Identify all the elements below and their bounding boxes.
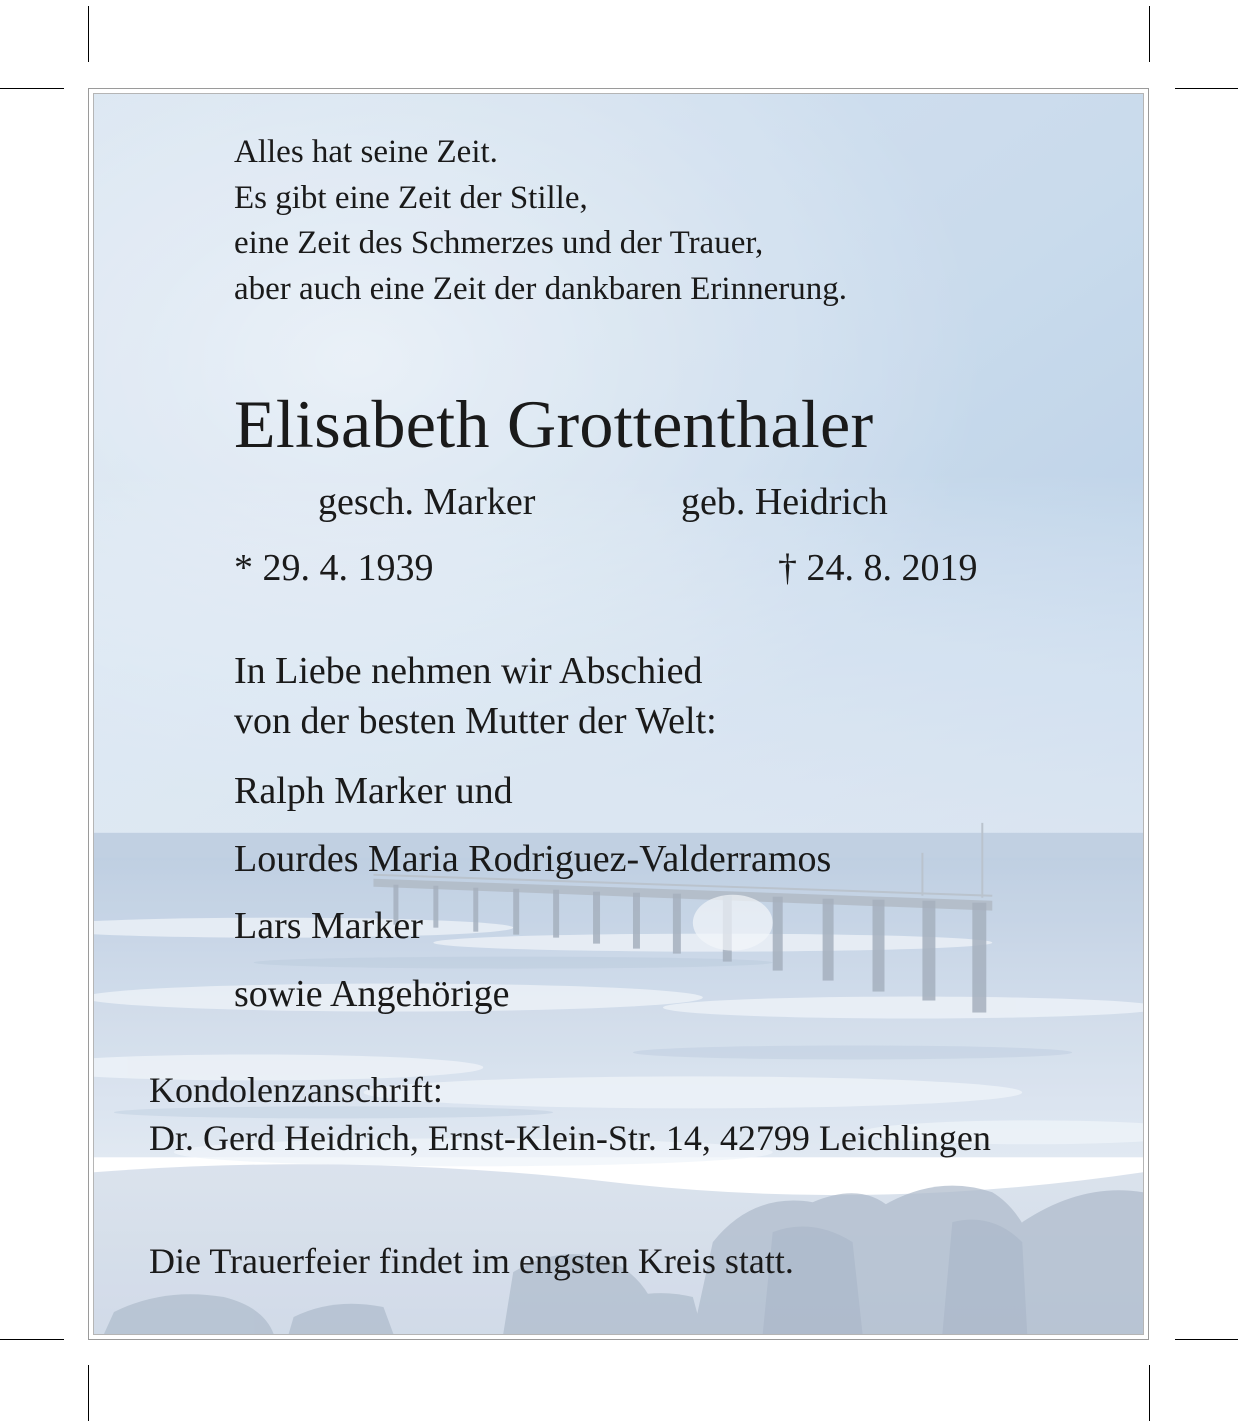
crop-mark-right-bottom bbox=[1175, 1339, 1238, 1340]
divorced-name: gesch. Marker bbox=[318, 481, 536, 523]
farewell-text bbox=[234, 646, 717, 746]
crop-mark-bottom-right bbox=[1149, 1365, 1150, 1421]
death-date: † 24. 8. 2019 bbox=[778, 547, 978, 589]
crop-mark-bottom-left bbox=[88, 1365, 89, 1421]
crop-mark-left-top bbox=[0, 88, 64, 89]
mourners-list bbox=[234, 758, 831, 1028]
verse-line: eine Zeit des Schmerzes und der Trauer, bbox=[234, 225, 764, 261]
verse-line: aber auch eine Zeit der dankbaren Erinnerung. bbox=[234, 270, 847, 307]
farewell-line: von der besten Mutter der Welt: bbox=[234, 700, 717, 742]
ceremony-note: Die Trauerfeier findet im engsten Kreis statt. bbox=[149, 1241, 794, 1281]
verse-line: Es gibt eine Zeit der Stille, bbox=[234, 179, 588, 216]
mourner: sowie Angehörige bbox=[234, 972, 510, 1015]
crop-mark-top-right bbox=[1149, 6, 1150, 62]
mourner: Lourdes Maria Rodriguez-Valderramos bbox=[234, 837, 832, 880]
farewell-line: In Liebe nehmen wir Abschied bbox=[234, 650, 703, 692]
verse-line: Alles hat seine Zeit. bbox=[234, 134, 498, 170]
verse bbox=[234, 130, 847, 312]
condolence-label: Kondolenzanschrift: bbox=[149, 1070, 443, 1110]
birth-name: geb. Heidrich bbox=[681, 481, 888, 523]
crop-mark-left-bottom bbox=[0, 1339, 64, 1340]
obituary-panel bbox=[93, 93, 1144, 1335]
birth-date: * 29. 4. 1939 bbox=[234, 547, 434, 589]
crop-mark-right-top bbox=[1175, 88, 1238, 89]
obituary-frame bbox=[88, 88, 1149, 1340]
deceased-name: Elisabeth Grottenthaler bbox=[234, 386, 874, 462]
crop-mark-top-left bbox=[88, 6, 89, 62]
mourner: Ralph Marker und bbox=[234, 770, 513, 812]
condolence-address: Dr. Gerd Heidrich, Ernst-Klein-Str. 14, 42799 Leichlingen bbox=[149, 1118, 991, 1158]
mourner: Lars Marker bbox=[234, 905, 423, 947]
condolence-block bbox=[149, 1066, 991, 1162]
